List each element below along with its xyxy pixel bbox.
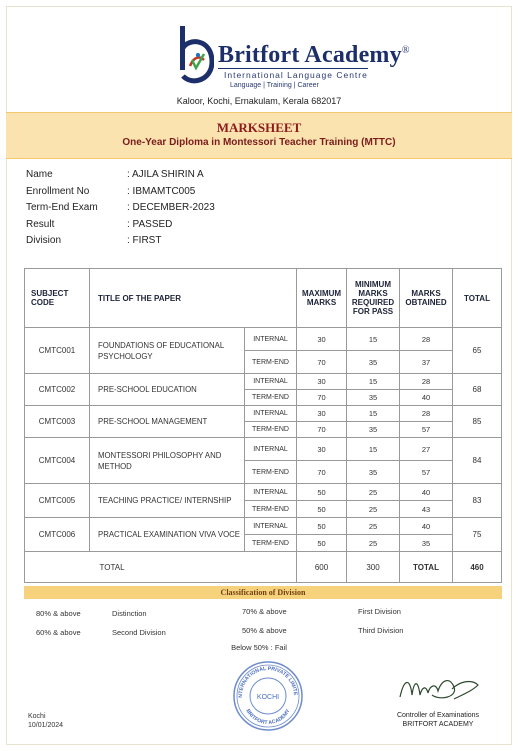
class-label-second: Second Division: [112, 628, 166, 637]
header-subject-code: SUBJECT CODE: [25, 269, 90, 328]
obtained-marks: 28: [400, 374, 453, 390]
seal-center-text: KOCHI: [256, 694, 280, 701]
paper-title: PRACTICAL EXAMINATION VIVA VOCE: [90, 518, 245, 552]
class-label-third: Third Division: [358, 626, 404, 635]
info-row-result: Result : PASSED: [26, 218, 173, 230]
marksheet-page: [6, 6, 512, 745]
paper-title: TEACHING PRACTICE/ INTERNSHIP: [90, 484, 245, 518]
subject-code: CMTC002: [25, 374, 90, 406]
subject-total: 83: [453, 484, 502, 518]
component-type: INTERNAL: [245, 518, 297, 535]
table-row: [25, 374, 502, 390]
table-row: [25, 438, 502, 461]
component-type: TERM-END: [245, 351, 297, 374]
table-row: [25, 518, 502, 535]
fail-criteria: Below 50% : Fail: [231, 643, 287, 652]
controller-org: BRITFORT ACADEMY: [402, 721, 474, 728]
subject-total: 68: [453, 374, 502, 406]
brand-subtitle: International Language Centre: [224, 70, 368, 80]
seal-bottom-text: BRITFORT ACADEMY: [244, 708, 292, 727]
component-type: INTERNAL: [245, 484, 297, 501]
class-range-third: 50% & above: [242, 626, 287, 635]
max-marks: 50: [297, 535, 347, 552]
britfort-logo-icon: [178, 26, 214, 88]
header-paper-title: TITLE OF THE PAPER: [90, 269, 297, 328]
obtained-marks: 43: [400, 501, 453, 518]
subject-total: 84: [453, 438, 502, 484]
obtained-marks: 28: [400, 328, 453, 351]
min-marks: 15: [347, 406, 400, 422]
class-range-first: 70% & above: [242, 607, 287, 616]
marks-table: [24, 268, 502, 583]
academy-seal-icon: [232, 660, 304, 732]
obtained-marks: 57: [400, 422, 453, 438]
info-row-exam: Term-End Exam : DECEMBER-2023: [26, 202, 215, 213]
grand-total: 460: [453, 552, 502, 583]
table-row: [25, 406, 502, 422]
issue-place-date: [28, 712, 63, 730]
obtained-marks: 27: [400, 438, 453, 461]
issue-date: 10/01/2024: [28, 722, 64, 729]
marksheet-title: MARKSHEET: [216, 120, 302, 135]
max-marks: 70: [297, 422, 347, 438]
total-min: 300: [347, 552, 400, 583]
min-marks: 35: [347, 390, 400, 406]
subject-code: CMTC004: [25, 438, 90, 484]
subject-code: CMTC001: [25, 328, 90, 374]
class-range-second: 60% & above: [36, 628, 81, 637]
min-marks: 15: [347, 374, 400, 390]
obtained-marks: 35: [400, 535, 453, 552]
subject-code: CMTC006: [25, 518, 90, 552]
table-row: [25, 328, 502, 351]
max-marks: 70: [297, 351, 347, 374]
component-type: TERM-END: [245, 390, 297, 406]
component-type: INTERNAL: [245, 374, 297, 390]
header-minimum-marks: MINIMUM MARKS REQUIRED FOR PASS: [347, 269, 400, 328]
component-type: TERM-END: [245, 461, 297, 484]
course-title: One-Year Diploma in Montessori Teacher Training (MTTC): [122, 137, 396, 148]
header-total: TOTAL: [453, 269, 502, 328]
max-marks: 50: [297, 501, 347, 518]
subject-total: 85: [453, 406, 502, 438]
obtained-marks: 57: [400, 461, 453, 484]
header-maximum-marks: MAXIMUM MARKS: [297, 269, 347, 328]
max-marks: 30: [297, 374, 347, 390]
class-range-distinction: 80% & above: [36, 609, 81, 618]
signature-icon: [392, 669, 488, 707]
total-max: 600: [297, 552, 347, 583]
controller-block: [378, 711, 498, 729]
min-marks: 25: [347, 501, 400, 518]
obtained-marks: 40: [400, 518, 453, 535]
component-type: TERM-END: [245, 535, 297, 552]
info-row-name: Name : AJILA SHIRIN A: [26, 169, 204, 180]
min-marks: 35: [347, 461, 400, 484]
brand-tagline: Language | Training | Career: [230, 82, 319, 89]
header-marks-obtained: MARKS OBTAINED: [400, 269, 453, 328]
brand-name: Britfort Academy®: [218, 42, 410, 68]
class-label-distinction: Distinction: [112, 609, 147, 618]
max-marks: 30: [297, 406, 347, 422]
title-band: [6, 112, 512, 159]
min-marks: 25: [347, 535, 400, 552]
obtained-marks: 37: [400, 351, 453, 374]
classification-heading: Classification of Division: [24, 586, 502, 599]
paper-title: MONTESSORI PHILOSOPHY AND METHOD: [90, 438, 245, 484]
issue-place: Kochi: [28, 713, 46, 720]
component-type: INTERNAL: [245, 328, 297, 351]
total-obtained-label: TOTAL: [400, 552, 453, 583]
min-marks: 25: [347, 518, 400, 535]
component-type: TERM-END: [245, 422, 297, 438]
controller-title: Controller of Examinations: [396, 712, 480, 719]
table-header-row: [25, 269, 502, 328]
info-row-division: Division : FIRST: [26, 235, 162, 246]
paper-title: FOUNDATIONS OF EDUCATIONAL PSYCHOLOGY: [90, 328, 245, 374]
min-marks: 15: [347, 328, 400, 351]
max-marks: 70: [297, 390, 347, 406]
max-marks: 30: [297, 438, 347, 461]
class-label-first: First Division: [358, 607, 401, 616]
obtained-marks: 28: [400, 406, 453, 422]
table-row: [25, 484, 502, 501]
max-marks: 70: [297, 461, 347, 484]
min-marks: 35: [347, 351, 400, 374]
subject-total: 65: [453, 328, 502, 374]
academy-address: Kaloor, Kochi, Ernakulam, Kerala 682017: [176, 96, 342, 106]
subject-code: CMTC005: [25, 484, 90, 518]
obtained-marks: 40: [400, 390, 453, 406]
obtained-marks: 40: [400, 484, 453, 501]
paper-title: PRE-SCHOOL MANAGEMENT: [90, 406, 245, 438]
component-type: INTERNAL: [245, 438, 297, 461]
total-spacer: [25, 552, 90, 583]
max-marks: 30: [297, 328, 347, 351]
paper-title: PRE-SCHOOL EDUCATION: [90, 374, 245, 406]
brand-underline: [218, 68, 368, 69]
subject-total: 75: [453, 518, 502, 552]
component-type: INTERNAL: [245, 406, 297, 422]
max-marks: 50: [297, 518, 347, 535]
min-marks: 35: [347, 422, 400, 438]
seal-top-text: NTERNATIONAL PRIVATE LIMITE: [237, 665, 299, 698]
component-type: TERM-END: [245, 501, 297, 518]
subject-code: CMTC003: [25, 406, 90, 438]
student-info: [26, 169, 326, 252]
total-label: TOTAL: [90, 552, 297, 583]
min-marks: 25: [347, 484, 400, 501]
min-marks: 15: [347, 438, 400, 461]
table-total-row: [25, 552, 502, 583]
info-row-enrollment: Enrollment No : IBMAMTC005: [26, 185, 196, 197]
max-marks: 50: [297, 484, 347, 501]
